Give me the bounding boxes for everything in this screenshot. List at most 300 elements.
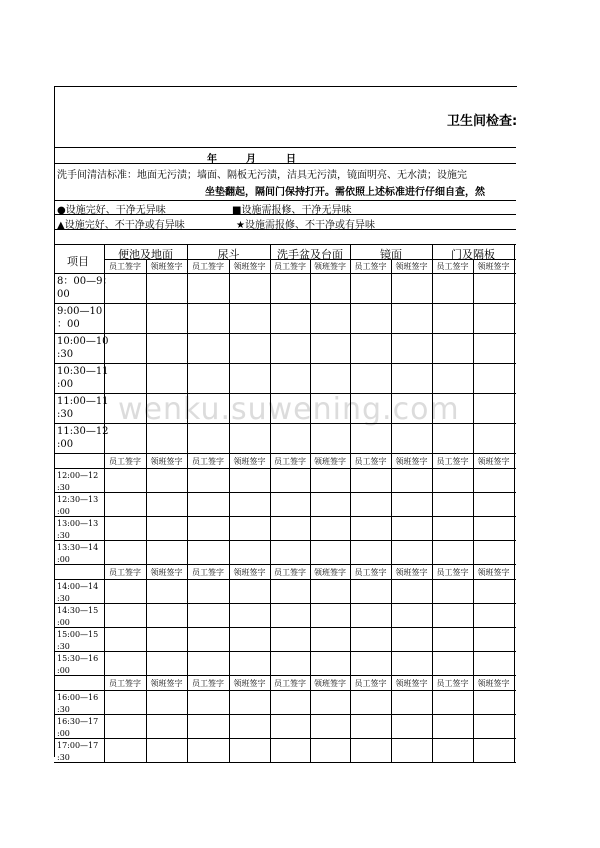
grid-line [270, 468, 271, 564]
grid-line [350, 564, 351, 579]
grid-line [514, 468, 515, 564]
signature-cell[interactable] [351, 628, 391, 651]
time-slot-label: 12:00—12 :30 [57, 471, 99, 492]
signature-cell[interactable] [271, 517, 310, 540]
leader-sign-header: 领班签字 [233, 262, 266, 271]
signature-cell[interactable] [105, 628, 146, 651]
signature-cell[interactable] [311, 424, 350, 453]
signature-cell[interactable] [392, 304, 432, 333]
grid-line [187, 579, 188, 675]
grid-line [514, 690, 515, 762]
signature-cell[interactable] [351, 424, 391, 453]
standard-line-2: 坐垫翻起，隔间门保持打开。需依照上述标准进行仔细自查，然 [205, 187, 485, 198]
signature-cell[interactable] [392, 691, 432, 714]
grid-line [350, 273, 351, 453]
signature-cell[interactable] [105, 541, 146, 564]
signature-cell[interactable] [311, 580, 350, 603]
signature-cell[interactable] [188, 652, 229, 675]
leader-sign-header: 领班签字 [314, 568, 346, 577]
signature-cell[interactable] [271, 604, 310, 627]
signature-cell[interactable] [271, 394, 310, 423]
grid-line [391, 453, 392, 468]
grid-line [391, 579, 392, 675]
signature-cell[interactable] [230, 541, 270, 564]
leader-sign-header: 领班签字 [150, 457, 183, 466]
signature-cell[interactable] [311, 274, 350, 303]
signature-cell[interactable] [105, 424, 146, 453]
staff-sign-header: 员工签字 [109, 457, 141, 466]
signature-cell[interactable] [105, 715, 146, 738]
staff-sign-header: 员工签字 [109, 679, 141, 688]
staff-sign-header: 员工签字 [274, 262, 306, 271]
legend-circle: ●设施完好、干净无异味 [57, 205, 166, 216]
leader-sign-header: 领班签字 [150, 262, 183, 271]
signature-cell[interactable] [392, 604, 432, 627]
signature-cell[interactable] [351, 304, 391, 333]
signature-cell[interactable] [474, 691, 514, 714]
grid-line [473, 453, 474, 468]
grid-line [104, 468, 105, 564]
grid-line [350, 468, 351, 564]
leader-sign-header: 领班签字 [477, 262, 510, 271]
signature-cell[interactable] [351, 493, 391, 516]
legend-star: ★设施需报修、不干净或有异味 [236, 220, 375, 231]
grid-line [350, 675, 351, 690]
signature-cell[interactable] [433, 628, 473, 651]
signature-cell[interactable] [147, 394, 187, 423]
leader-sign-header: 领班签字 [395, 457, 428, 466]
divider [54, 147, 516, 148]
signature-cell[interactable] [271, 739, 310, 762]
signature-cell[interactable] [351, 652, 391, 675]
signature-cell[interactable] [188, 517, 229, 540]
signature-cell[interactable] [230, 715, 270, 738]
grid-line [473, 675, 474, 690]
grid-line [146, 675, 147, 690]
leader-sign-header: 领班签字 [395, 568, 428, 577]
grid-line [187, 564, 188, 579]
signature-cell[interactable] [147, 304, 187, 333]
grid-line [514, 675, 515, 690]
signature-cell[interactable] [311, 628, 350, 651]
signature-cell[interactable] [105, 691, 146, 714]
signature-cell[interactable] [147, 517, 187, 540]
grid-line [432, 675, 433, 690]
grid-line [270, 690, 271, 762]
signature-cell[interactable] [230, 691, 270, 714]
grid-line [432, 468, 433, 564]
column-header-2: 尿斗 [217, 248, 240, 261]
column-header-1: 便池及地面 [118, 248, 173, 261]
grid-line [473, 564, 474, 579]
signature-cell[interactable] [271, 304, 310, 333]
signature-cell[interactable] [230, 394, 270, 423]
signature-cell[interactable] [351, 691, 391, 714]
signature-cell[interactable] [311, 493, 350, 516]
staff-sign-header: 员工签字 [436, 568, 469, 577]
leader-sign-header: 领班签字 [477, 457, 510, 466]
staff-sign-header: 员工签字 [274, 679, 306, 688]
grid-line [187, 453, 188, 468]
grid-line [350, 579, 351, 675]
signature-cell[interactable] [392, 652, 432, 675]
time-slot-label: 14:00—14 :30 [57, 582, 99, 603]
grid-line [473, 273, 474, 453]
staff-sign-header: 员工签字 [274, 568, 306, 577]
leader-sign-header: 领班签字 [233, 568, 266, 577]
signature-cell[interactable] [474, 394, 514, 423]
time-slot-label: 13:30—14 :00 [57, 543, 99, 564]
grid-line [270, 675, 271, 690]
signature-cell[interactable] [433, 274, 473, 303]
signature-cell[interactable] [311, 715, 350, 738]
signature-cell[interactable] [105, 580, 146, 603]
signature-cell[interactable] [188, 304, 229, 333]
signature-cell[interactable] [188, 739, 229, 762]
signature-cell[interactable] [147, 691, 187, 714]
signature-cell[interactable] [147, 580, 187, 603]
signature-cell[interactable] [433, 334, 473, 363]
signature-cell[interactable] [474, 274, 514, 303]
signature-cell[interactable] [147, 274, 187, 303]
grid-line [187, 675, 188, 690]
signature-cell[interactable] [188, 394, 229, 423]
staff-sign-header: 员工签字 [436, 679, 469, 688]
grid-line [146, 579, 147, 675]
signature-cell[interactable] [351, 334, 391, 363]
signature-cell[interactable] [271, 364, 310, 393]
grid-line [270, 453, 271, 468]
grid-line [514, 579, 515, 675]
grid-line [391, 675, 392, 690]
staff-sign-header: 员工签字 [109, 262, 141, 271]
grid-line [391, 564, 392, 579]
grid-line [146, 564, 147, 579]
grid-line [146, 468, 147, 564]
grid-line [229, 579, 230, 675]
signature-cell[interactable] [188, 715, 229, 738]
signature-cell[interactable] [188, 493, 229, 516]
signature-cell[interactable] [271, 424, 310, 453]
signature-cell[interactable] [311, 739, 350, 762]
signature-cell[interactable] [433, 469, 473, 492]
signature-cell[interactable] [105, 334, 146, 363]
signature-cell[interactable] [271, 493, 310, 516]
grid-line [432, 273, 433, 453]
signature-cell[interactable] [188, 469, 229, 492]
signature-cell[interactable] [392, 739, 432, 762]
time-slot-label: 10:30—11 :00 [57, 366, 109, 390]
signature-cell[interactable] [433, 304, 473, 333]
signature-cell[interactable] [311, 334, 350, 363]
signature-cell[interactable] [351, 274, 391, 303]
signature-cell[interactable] [271, 274, 310, 303]
signature-cell[interactable] [433, 493, 473, 516]
signature-cell[interactable] [311, 469, 350, 492]
signature-cell[interactable] [105, 739, 146, 762]
signature-cell[interactable] [392, 274, 432, 303]
grid-line [432, 564, 433, 579]
time-slot-label: 8：00—9： 00 [57, 276, 113, 300]
time-slot-label: 14:30—15 :00 [57, 606, 99, 627]
grid-line [391, 690, 392, 762]
signature-cell[interactable] [230, 364, 270, 393]
signature-cell[interactable] [433, 739, 473, 762]
signature-cell[interactable] [271, 469, 310, 492]
signature-cell[interactable] [147, 628, 187, 651]
grid-line [310, 273, 311, 453]
signature-cell[interactable] [230, 739, 270, 762]
signature-cell[interactable] [474, 628, 514, 651]
date-month: 月 [246, 154, 256, 165]
signature-cell[interactable] [147, 469, 187, 492]
grid-line [187, 273, 188, 453]
signature-cell[interactable] [433, 517, 473, 540]
signature-cell[interactable] [271, 652, 310, 675]
signature-cell[interactable] [351, 604, 391, 627]
signature-cell[interactable] [105, 469, 146, 492]
watermark: wenku.suwening.com [118, 392, 460, 427]
grid-line [473, 579, 474, 675]
grid-line [146, 453, 147, 468]
signature-cell[interactable] [474, 604, 514, 627]
grid-line [270, 564, 271, 579]
signature-cell[interactable] [271, 715, 310, 738]
grid-line [432, 690, 433, 762]
signature-cell[interactable] [351, 364, 391, 393]
signature-cell[interactable] [230, 580, 270, 603]
staff-sign-header: 员工签字 [354, 679, 387, 688]
leader-sign-header: 领班签字 [150, 568, 183, 577]
signature-cell[interactable] [230, 304, 270, 333]
signature-cell[interactable] [351, 715, 391, 738]
grid-line [270, 579, 271, 675]
signature-cell[interactable] [105, 517, 146, 540]
grid-line [229, 675, 230, 690]
divider [54, 163, 516, 164]
grid-line [187, 468, 188, 564]
staff-sign-header: 员工签字 [436, 457, 469, 466]
signature-cell[interactable] [351, 580, 391, 603]
staff-sign-header: 员工签字 [436, 262, 469, 271]
signature-cell[interactable] [474, 364, 514, 393]
signature-cell[interactable] [351, 469, 391, 492]
signature-cell[interactable] [474, 541, 514, 564]
signature-cell[interactable] [188, 541, 229, 564]
leader-sign-header: 领班签字 [314, 679, 346, 688]
time-slot-label: 12:30—13 :00 [57, 495, 99, 516]
signature-cell[interactable] [351, 394, 391, 423]
signature-cell[interactable] [230, 517, 270, 540]
grid-line [229, 690, 230, 762]
signature-cell[interactable] [188, 364, 229, 393]
signature-cell[interactable] [188, 580, 229, 603]
signature-cell[interactable] [392, 394, 432, 423]
signature-cell[interactable] [147, 604, 187, 627]
signature-cell[interactable] [188, 274, 229, 303]
legend-square: ■设施需报修、干净无异味 [232, 205, 352, 216]
grid-line [104, 675, 105, 690]
grid-line [350, 690, 351, 762]
leader-sign-header: 领班签字 [395, 262, 428, 271]
time-slot-label: 17:00—17 :30 [57, 741, 99, 762]
standard-line-1: 洗手间清洁标准：地面无污渍；墙面、隔板无污渍，洁具无污渍，镜面明亮、无水渍；设施完 [57, 170, 467, 181]
signature-cell[interactable] [474, 304, 514, 333]
grid-line [310, 675, 311, 690]
signature-cell[interactable] [147, 493, 187, 516]
divider [54, 244, 516, 245]
grid-line [514, 244, 515, 273]
signature-cell[interactable] [271, 628, 310, 651]
signature-cell[interactable] [392, 424, 432, 453]
signature-cell[interactable] [433, 691, 473, 714]
time-slot-label: 15:30—16 :00 [57, 654, 99, 675]
leader-sign-header: 领班签字 [314, 262, 346, 271]
grid-line [270, 273, 271, 453]
time-slot-label: 9:00—10 ：00 [57, 306, 103, 330]
signature-cell[interactable] [147, 652, 187, 675]
grid-line [104, 579, 105, 675]
leader-sign-header: 领班签字 [233, 679, 266, 688]
signature-cell[interactable] [351, 541, 391, 564]
signature-cell[interactable] [147, 424, 187, 453]
grid-line [104, 453, 105, 468]
signature-cell[interactable] [188, 691, 229, 714]
signature-cell[interactable] [147, 739, 187, 762]
signature-cell[interactable] [474, 517, 514, 540]
signature-cell[interactable] [474, 493, 514, 516]
grid-line [310, 468, 311, 564]
leader-sign-header: 领班签字 [395, 679, 428, 688]
signature-cell[interactable] [474, 334, 514, 363]
signature-cell[interactable] [271, 334, 310, 363]
legend-triangle: ▲设施完好、不干净或有异味 [57, 220, 185, 231]
signature-cell[interactable] [433, 604, 473, 627]
grid-line [514, 453, 515, 468]
signature-cell[interactable] [147, 334, 187, 363]
signature-cell[interactable] [147, 715, 187, 738]
signature-cell[interactable] [474, 424, 514, 453]
signature-cell[interactable] [392, 715, 432, 738]
time-slot-label: 16:30—17 :00 [57, 717, 99, 738]
signature-cell[interactable] [105, 493, 146, 516]
signature-cell[interactable] [392, 628, 432, 651]
item-header: 项目 [67, 255, 89, 268]
signature-cell[interactable] [351, 517, 391, 540]
leader-sign-header: 领班签字 [477, 679, 510, 688]
staff-sign-header: 员工签字 [274, 457, 306, 466]
grid-line [310, 579, 311, 675]
signature-cell[interactable] [311, 364, 350, 393]
signature-cell[interactable] [392, 517, 432, 540]
signature-cell[interactable] [474, 652, 514, 675]
signature-cell[interactable] [474, 469, 514, 492]
signature-cell[interactable] [433, 394, 473, 423]
column-header-4: 镜面 [380, 248, 402, 261]
signature-cell[interactable] [392, 334, 432, 363]
signature-cell[interactable] [105, 304, 146, 333]
signature-cell[interactable] [271, 541, 310, 564]
staff-sign-header: 员工签字 [192, 457, 224, 466]
grid-line [187, 690, 188, 762]
signature-cell[interactable] [311, 604, 350, 627]
signature-cell[interactable] [188, 628, 229, 651]
signature-cell[interactable] [105, 274, 146, 303]
time-slot-label: 16:00—16 :30 [57, 693, 99, 714]
signature-cell[interactable] [230, 334, 270, 363]
signature-cell[interactable] [392, 493, 432, 516]
signature-cell[interactable] [311, 541, 350, 564]
signature-cell[interactable] [230, 604, 270, 627]
grid-line [54, 453, 516, 454]
signature-cell[interactable] [271, 580, 310, 603]
staff-sign-header: 员工签字 [192, 679, 224, 688]
signature-cell[interactable] [147, 541, 187, 564]
grid-line [146, 690, 147, 762]
signature-cell[interactable] [188, 424, 229, 453]
signature-cell[interactable] [311, 304, 350, 333]
signature-cell[interactable] [474, 739, 514, 762]
signature-cell[interactable] [433, 652, 473, 675]
grid-line [473, 690, 474, 762]
signature-cell[interactable] [311, 691, 350, 714]
signature-cell[interactable] [105, 364, 146, 393]
signature-cell[interactable] [271, 691, 310, 714]
signature-cell[interactable] [230, 469, 270, 492]
signature-cell[interactable] [433, 580, 473, 603]
signature-cell[interactable] [105, 652, 146, 675]
signature-cell[interactable] [392, 541, 432, 564]
signature-cell[interactable] [351, 739, 391, 762]
signature-cell[interactable] [188, 604, 229, 627]
staff-sign-header: 员工签字 [354, 568, 387, 577]
time-slot-label: 11:00—11 :30 [57, 396, 109, 420]
signature-cell[interactable] [311, 394, 350, 423]
signature-cell[interactable] [433, 541, 473, 564]
grid-line [229, 273, 230, 453]
signature-cell[interactable] [230, 274, 270, 303]
leader-sign-header: 领班签字 [477, 568, 510, 577]
grid-line [432, 579, 433, 675]
signature-cell[interactable] [311, 517, 350, 540]
grid-line [310, 453, 311, 468]
time-slot-label: 13:00—13 :30 [57, 519, 99, 540]
signature-cell[interactable] [147, 364, 187, 393]
signature-cell[interactable] [188, 334, 229, 363]
signature-cell[interactable] [474, 715, 514, 738]
time-slot-label: 10:00—10 :30 [57, 336, 109, 360]
signature-cell[interactable] [433, 424, 473, 453]
signature-cell[interactable] [392, 580, 432, 603]
grid-line [310, 690, 311, 762]
signature-cell[interactable] [230, 652, 270, 675]
signature-cell[interactable] [230, 628, 270, 651]
signature-cell[interactable] [105, 394, 146, 423]
grid-line [473, 468, 474, 564]
signature-cell[interactable] [105, 604, 146, 627]
signature-cell[interactable] [230, 493, 270, 516]
signature-cell[interactable] [230, 424, 270, 453]
date-year: 年 [207, 154, 217, 165]
signature-cell[interactable] [392, 364, 432, 393]
signature-cell[interactable] [311, 652, 350, 675]
grid-line [432, 453, 433, 468]
signature-cell[interactable] [474, 580, 514, 603]
signature-cell[interactable] [392, 469, 432, 492]
grid-line [146, 273, 147, 453]
signature-cell[interactable] [433, 715, 473, 738]
signature-cell[interactable] [433, 364, 473, 393]
